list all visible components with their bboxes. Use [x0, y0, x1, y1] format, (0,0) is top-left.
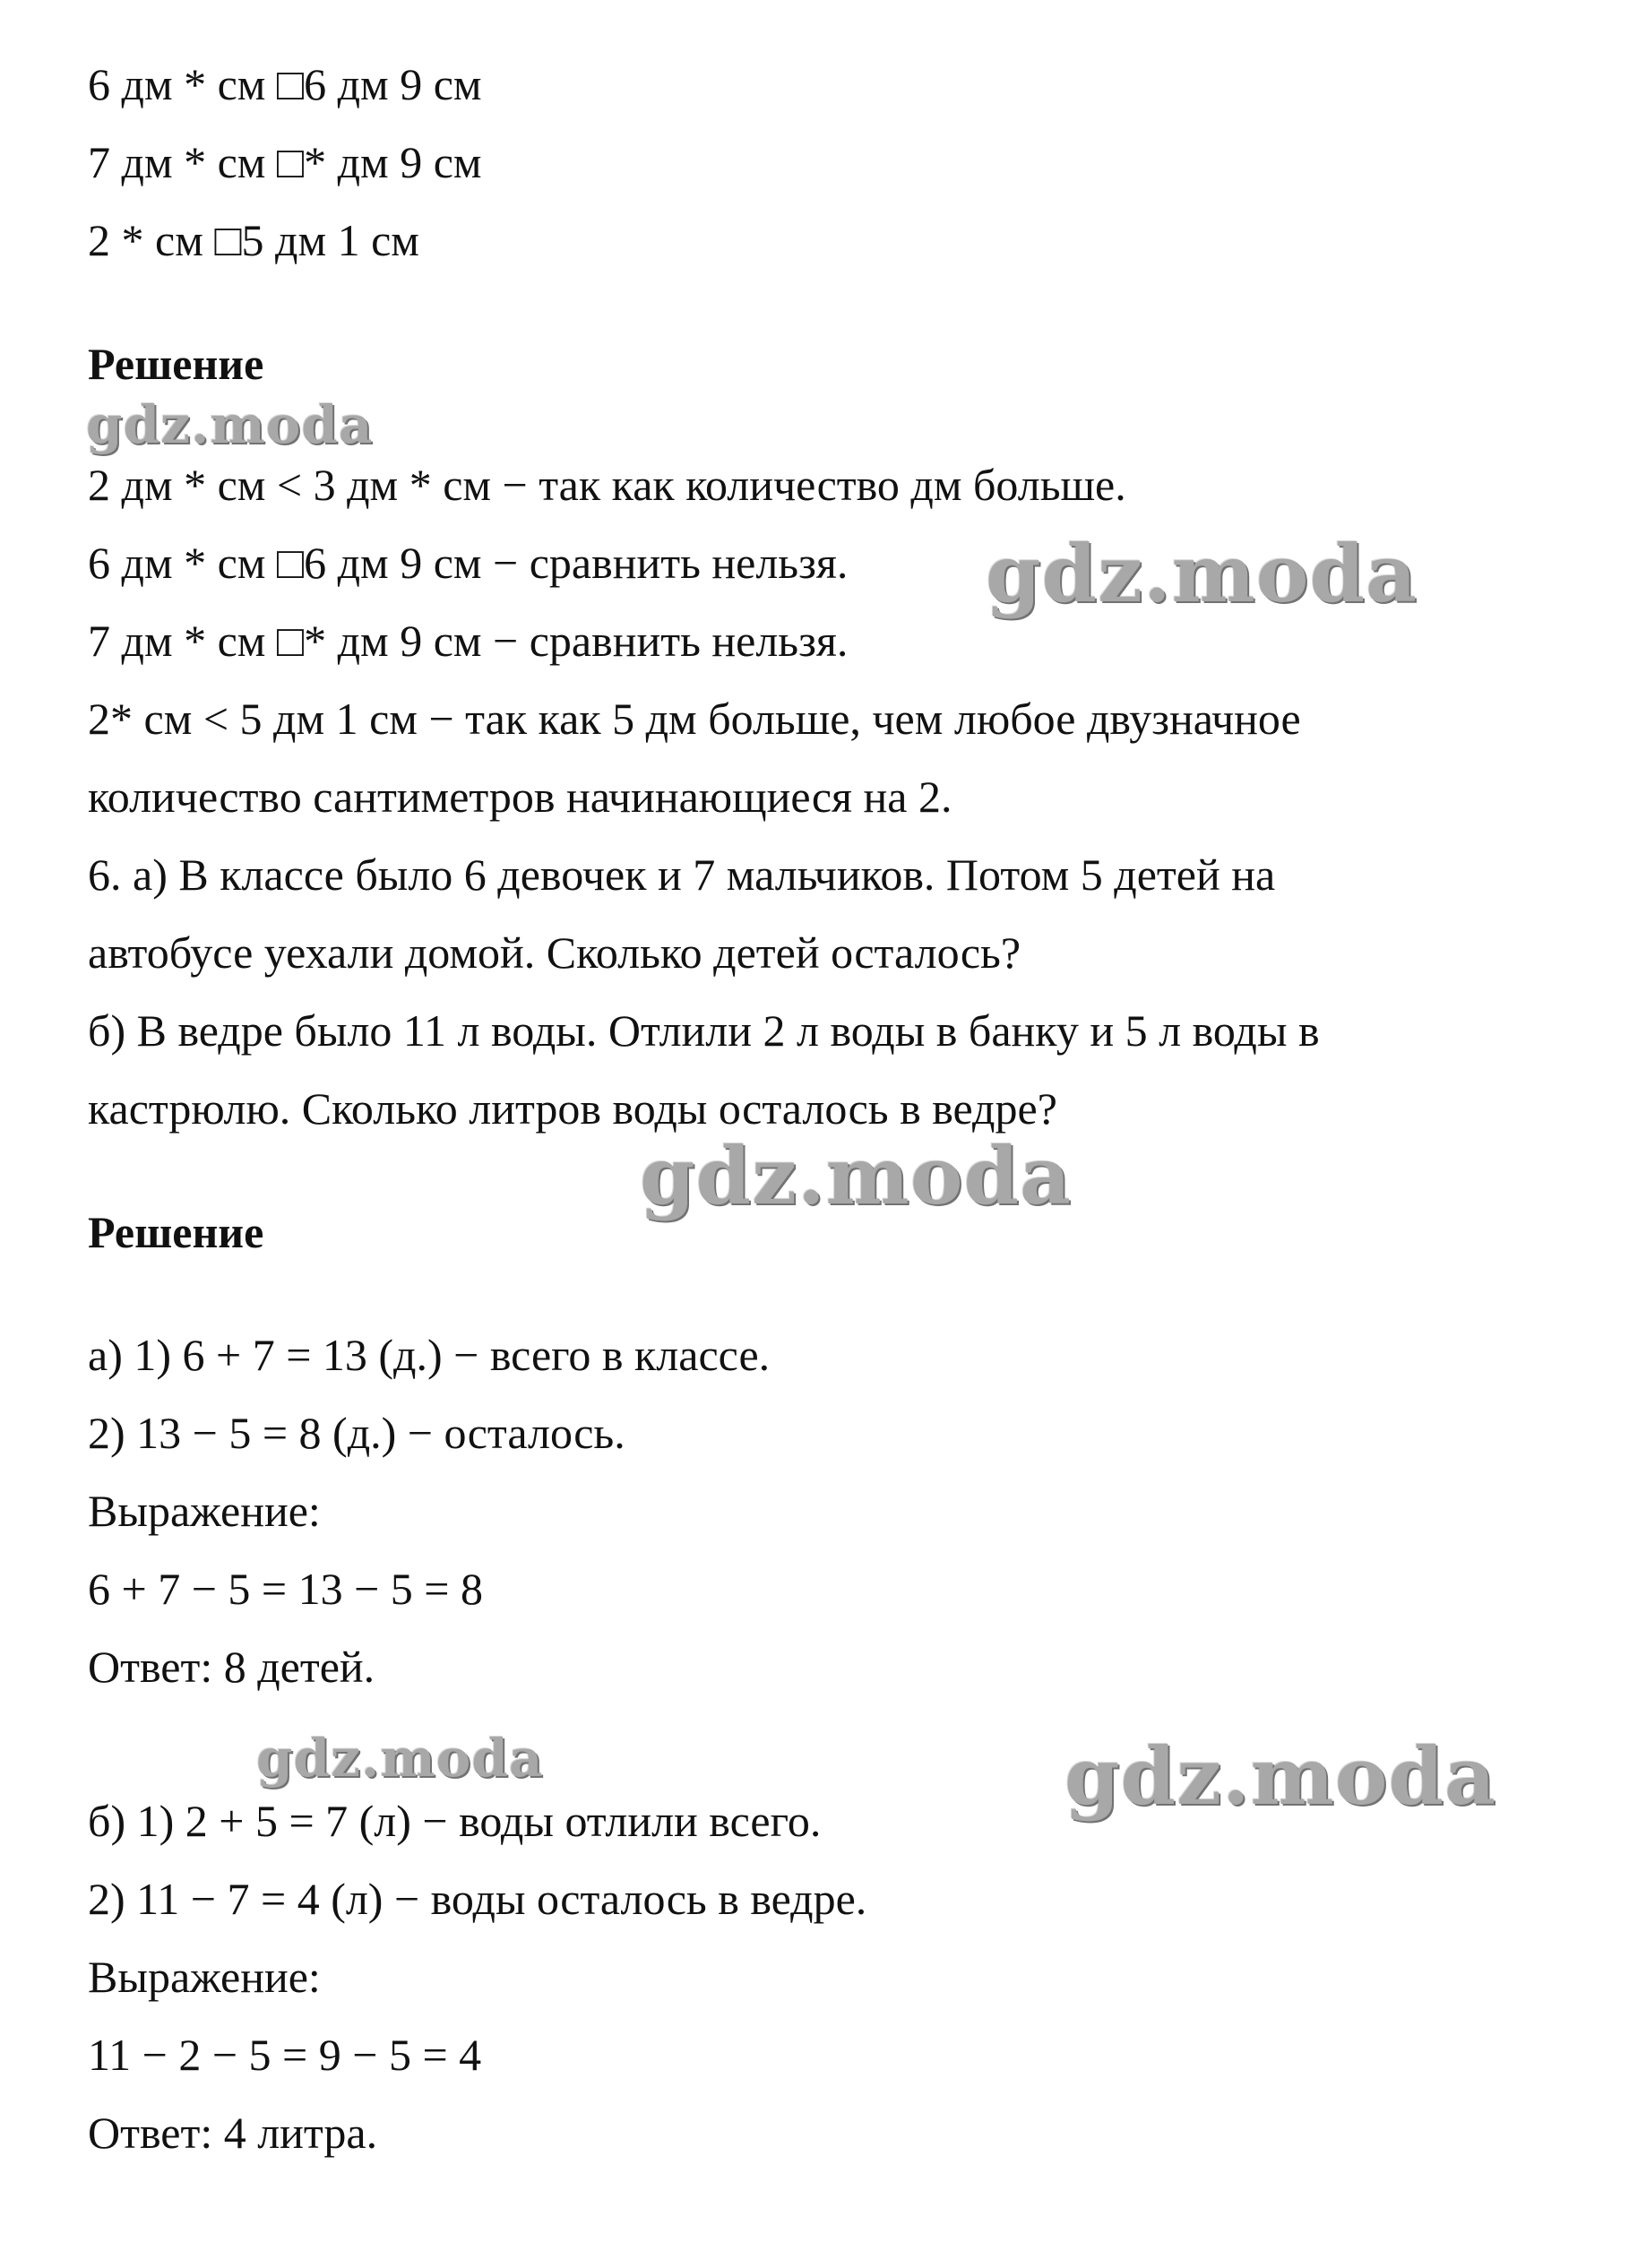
text-line: количество сантиметров начинающиеся на 2.: [88, 772, 952, 822]
text-line: 2 дм * см < 3 дм * см − так как количество дм больше.: [88, 460, 1126, 510]
text-line: Выражение:: [88, 1486, 321, 1536]
text-line: 6 + 7 − 5 = 13 − 5 = 8: [88, 1564, 483, 1614]
text-line: 11 − 2 − 5 = 9 − 5 = 4: [88, 2030, 482, 2080]
text-line: 2) 11 − 7 = 4 (л) − воды осталось в ведре.: [88, 1874, 867, 1924]
text-line: 6 дм * см □6 дм 9 см: [88, 59, 482, 109]
text-line: б) 1) 2 + 5 = 7 (л) − воды отлили всего.: [88, 1796, 822, 1846]
text-line: 6 дм * см □6 дм 9 см − сравнить нельзя.: [88, 538, 849, 588]
watermark: gdz.moda: [986, 527, 1418, 620]
watermark: gdz.moda: [86, 394, 374, 455]
solution-heading: Решение: [88, 339, 264, 389]
text-line: а) 1) 6 + 7 = 13 (д.) − всего в классе.: [88, 1330, 771, 1380]
text-line: 2* см < 5 дм 1 см − так как 5 дм больше, чем любое двузначное: [88, 694, 1301, 744]
text-line: Ответ: 4 литра.: [88, 2108, 378, 2158]
watermark: gdz.moda: [640, 1129, 1073, 1222]
text-line: 2 * см □5 дм 1 см: [88, 215, 419, 265]
text-line: кастрюлю. Сколько литров воды осталось в ведре?: [88, 1083, 1057, 1134]
text-line: б) В ведре было 11 л воды. Отлили 2 л воды в банку и 5 л воды в: [88, 1005, 1320, 1056]
text-line: 7 дм * см □* дм 9 см − сравнить нельзя.: [88, 616, 849, 666]
watermark: gdz.moda: [256, 1728, 544, 1789]
text-line: Выражение:: [88, 1952, 321, 2002]
text-line: Ответ: 8 детей.: [88, 1642, 375, 1692]
text-line: автобусе уехали домой. Сколько детей осталось?: [88, 927, 1021, 978]
text-line: 2) 13 − 5 = 8 (д.) − осталось.: [88, 1408, 625, 1458]
text-line: 6. а) В классе было 6 девочек и 7 мальчиков. Потом 5 детей на: [88, 849, 1276, 900]
watermark: gdz.moda: [1064, 1729, 1497, 1823]
text-line: 7 дм * см □* дм 9 см: [88, 137, 482, 187]
solution-heading: Решение: [88, 1207, 264, 1257]
